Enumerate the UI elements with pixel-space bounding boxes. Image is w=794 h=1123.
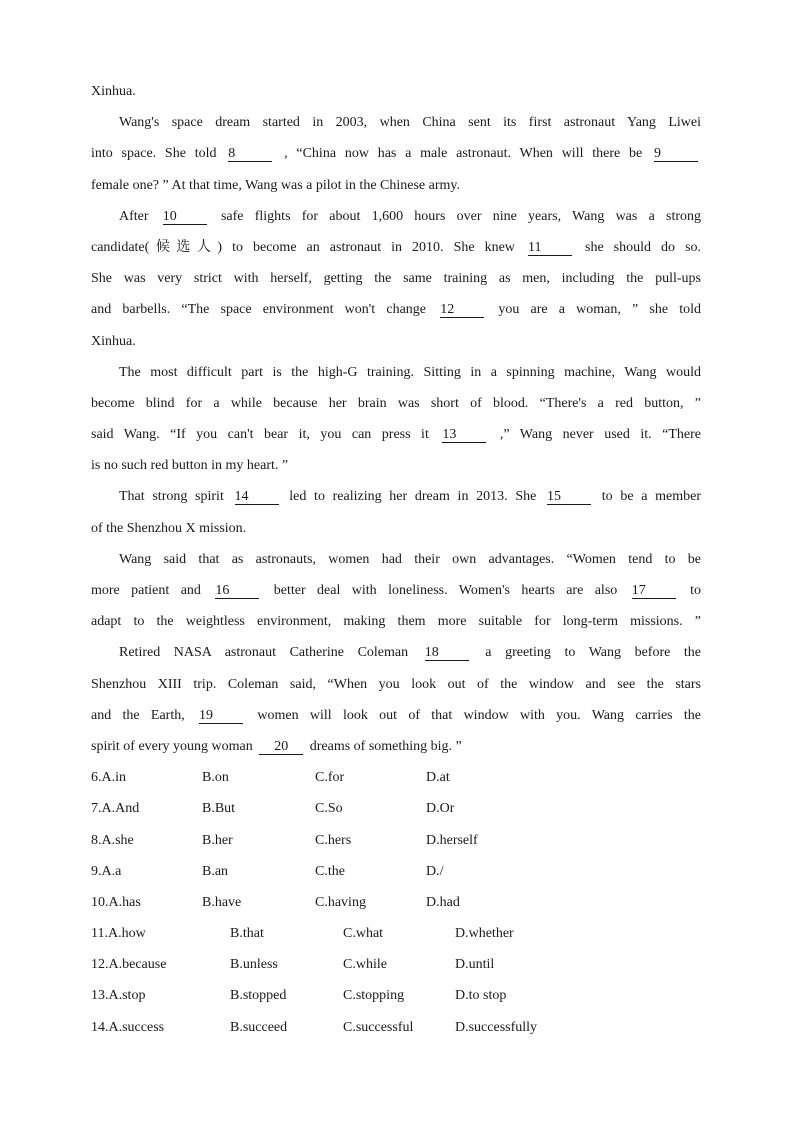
option-b[interactable]: B.that xyxy=(230,926,264,942)
option-a[interactable]: A.in xyxy=(101,770,126,786)
passage-line xyxy=(91,388,701,419)
passage-text: ,” Wang never used it. “There xyxy=(499,427,701,443)
passage-line xyxy=(91,107,701,138)
option-row xyxy=(91,762,701,793)
option-d[interactable]: D./ xyxy=(426,863,444,879)
option-b[interactable]: B.unless xyxy=(230,957,278,973)
passage-text: women will look out of that window with you. Wang carries the xyxy=(257,707,702,723)
answer-blank[interactable]: 12 xyxy=(440,302,484,318)
passage-line xyxy=(91,201,701,232)
option-row xyxy=(91,887,701,918)
option-row xyxy=(91,856,701,887)
option-a[interactable]: A.stop xyxy=(108,988,146,1004)
passage-line xyxy=(91,731,701,762)
passage-line xyxy=(91,263,701,294)
option-a[interactable]: A.she xyxy=(101,832,134,848)
option-a[interactable]: A.how xyxy=(107,926,146,942)
passage-text: dreams of something big. ” xyxy=(309,738,462,754)
answer-blank[interactable]: 13 xyxy=(442,427,486,443)
document-page xyxy=(91,76,701,1043)
passage-line xyxy=(91,513,701,544)
passage-text: better deal with loneliness. Women's hearts are also xyxy=(273,583,618,598)
passage-text: a greeting to Wang before the xyxy=(485,645,702,661)
option-a[interactable]: A.success xyxy=(108,1019,165,1035)
option-d[interactable]: D.to stop xyxy=(455,988,507,1004)
option-c[interactable]: C.what xyxy=(343,926,384,942)
passage-line xyxy=(91,326,701,357)
passage-text: you are a woman, ” she told xyxy=(498,302,702,318)
question-number: 12. xyxy=(91,957,109,973)
option-d[interactable]: D.herself xyxy=(426,832,478,848)
option-row xyxy=(91,918,701,949)
option-b[interactable]: B.her xyxy=(202,832,233,848)
answer-blank[interactable]: 9 xyxy=(654,146,698,162)
option-d[interactable]: D.until xyxy=(455,957,495,973)
option-c[interactable]: C.having xyxy=(315,894,366,910)
option-b[interactable]: B.succeed xyxy=(230,1019,288,1035)
answer-blank[interactable]: 17 xyxy=(632,583,676,599)
option-c[interactable]: C.hers xyxy=(315,832,352,848)
passage-line xyxy=(91,419,701,450)
option-row xyxy=(91,793,701,824)
passage-text: After xyxy=(119,208,149,224)
passage-line xyxy=(91,76,701,107)
passage-text: Wang's space dream started in 2003, when China sent its first astronaut Yang Liwei xyxy=(119,115,701,131)
passage-line xyxy=(91,575,701,606)
option-d[interactable]: D.successfully xyxy=(455,1019,538,1035)
passage-text: she should do so. xyxy=(585,239,702,255)
question-number: 11. xyxy=(91,926,108,942)
passage-text: said Wang. “If you can't bear it, you can press it xyxy=(91,427,429,443)
passage-text: and barbells. “The space environment won't change xyxy=(91,302,427,318)
answer-blank[interactable]: 14 xyxy=(235,489,279,505)
answer-blank[interactable]: 18 xyxy=(425,645,469,661)
option-b[interactable]: B.an xyxy=(202,863,229,879)
option-a[interactable]: A.because xyxy=(108,957,167,973)
option-c[interactable]: C.stopping xyxy=(343,988,405,1004)
passage-text: led to realizing her dream in 2013. She xyxy=(289,489,537,505)
answer-blank[interactable]: 8 xyxy=(228,146,272,162)
options-list xyxy=(91,762,701,1043)
option-c[interactable]: C.successful xyxy=(343,1019,414,1035)
option-row xyxy=(91,949,701,980)
passage-text: and the Earth, xyxy=(91,707,185,723)
option-b[interactable]: B.on xyxy=(202,770,229,786)
passage-text: candidate(候选人) to become an astronaut in 2010. She knew xyxy=(91,239,515,255)
option-c[interactable]: C.the xyxy=(315,863,345,879)
option-d[interactable]: D.Or xyxy=(426,801,455,817)
passage-line xyxy=(91,450,701,481)
passage-text: She was very strict with herself, getting the same training as men, including the pull-ups xyxy=(91,271,701,287)
option-d[interactable]: D.whether xyxy=(455,926,514,942)
passage-text: Shenzhou XIII trip. Coleman said, “When you look out of the window and see the stars xyxy=(91,676,701,692)
passage-line xyxy=(91,481,701,512)
passage-text: more patient and xyxy=(91,583,201,598)
option-a[interactable]: A.has xyxy=(108,894,141,910)
passage-text: to be a member xyxy=(601,489,702,505)
passage-text: That strong spirit xyxy=(119,489,224,505)
passage-text: Xinhua. xyxy=(91,84,136,99)
answer-blank[interactable]: 20 xyxy=(259,739,303,755)
passage-text: spirit of every young woman xyxy=(91,738,253,754)
option-d[interactable]: D.had xyxy=(426,894,460,910)
passage-text: , “China now has a male astronaut. When will there be xyxy=(284,146,643,162)
option-c[interactable]: C.for xyxy=(315,770,345,786)
question-number: 9. xyxy=(91,863,102,879)
option-a[interactable]: A.a xyxy=(101,863,122,879)
passage-text: safe flights for about 1,600 hours over nine years, Wang was a strong xyxy=(220,208,701,224)
passage-line xyxy=(91,170,701,201)
passage-text: Wang said that as astronauts, women had their own advantages. “Women tend to be xyxy=(119,551,701,567)
answer-blank[interactable]: 16 xyxy=(215,583,259,599)
passage-text: adapt to the weightless environment, making them more suitable for long-term missions. ” xyxy=(91,614,701,630)
question-number: 14. xyxy=(91,1019,109,1035)
passage-text: Xinhua. xyxy=(91,333,136,349)
passage-text: of the Shenzhou X mission. xyxy=(91,520,247,536)
question-number: 7. xyxy=(91,801,102,817)
option-b[interactable]: B.But xyxy=(202,801,236,817)
option-row xyxy=(91,825,701,856)
passage-line xyxy=(91,544,701,575)
option-a[interactable]: A.And xyxy=(101,801,140,817)
passage-line xyxy=(91,669,701,700)
option-c[interactable]: C.while xyxy=(343,957,387,973)
option-c[interactable]: C.So xyxy=(315,801,343,817)
passage-text: become blind for a while because her brain was short of blood. “There's a red button, ” xyxy=(91,395,701,411)
passage-text: Retired NASA astronaut Catherine Coleman xyxy=(119,645,409,661)
option-row xyxy=(91,980,701,1011)
question-number: 6. xyxy=(91,770,102,786)
passage-line xyxy=(91,637,701,668)
answer-blank[interactable]: 19 xyxy=(199,708,243,724)
passage xyxy=(91,76,701,762)
question-number: 10. xyxy=(91,894,109,910)
question-number: 13. xyxy=(91,988,109,1004)
passage-text: The most difficult part is the high-G training. Sitting in a spinning machine, Wang would xyxy=(119,364,701,380)
passage-line xyxy=(91,700,701,731)
option-b[interactable]: B.have xyxy=(202,894,242,910)
option-d[interactable]: D.at xyxy=(426,770,450,786)
option-b[interactable]: B.stopped xyxy=(230,988,287,1004)
passage-line xyxy=(91,294,701,325)
passage-line xyxy=(91,232,701,263)
option-row xyxy=(91,1012,701,1043)
answer-blank[interactable]: 11 xyxy=(528,240,572,256)
passage-text: to xyxy=(690,583,701,598)
passage-line xyxy=(91,357,701,388)
question-number: 8. xyxy=(91,832,102,848)
passage-line xyxy=(91,138,701,169)
answer-blank[interactable]: 15 xyxy=(547,489,591,505)
passage-text: into space. She told xyxy=(91,146,217,162)
passage-text: female one? ” At that time, Wang was a pilot in the Chinese army. xyxy=(91,177,460,193)
answer-blank[interactable]: 10 xyxy=(163,209,207,225)
passage-text: is no such red button in my heart. ” xyxy=(91,458,289,474)
passage-line xyxy=(91,606,701,637)
